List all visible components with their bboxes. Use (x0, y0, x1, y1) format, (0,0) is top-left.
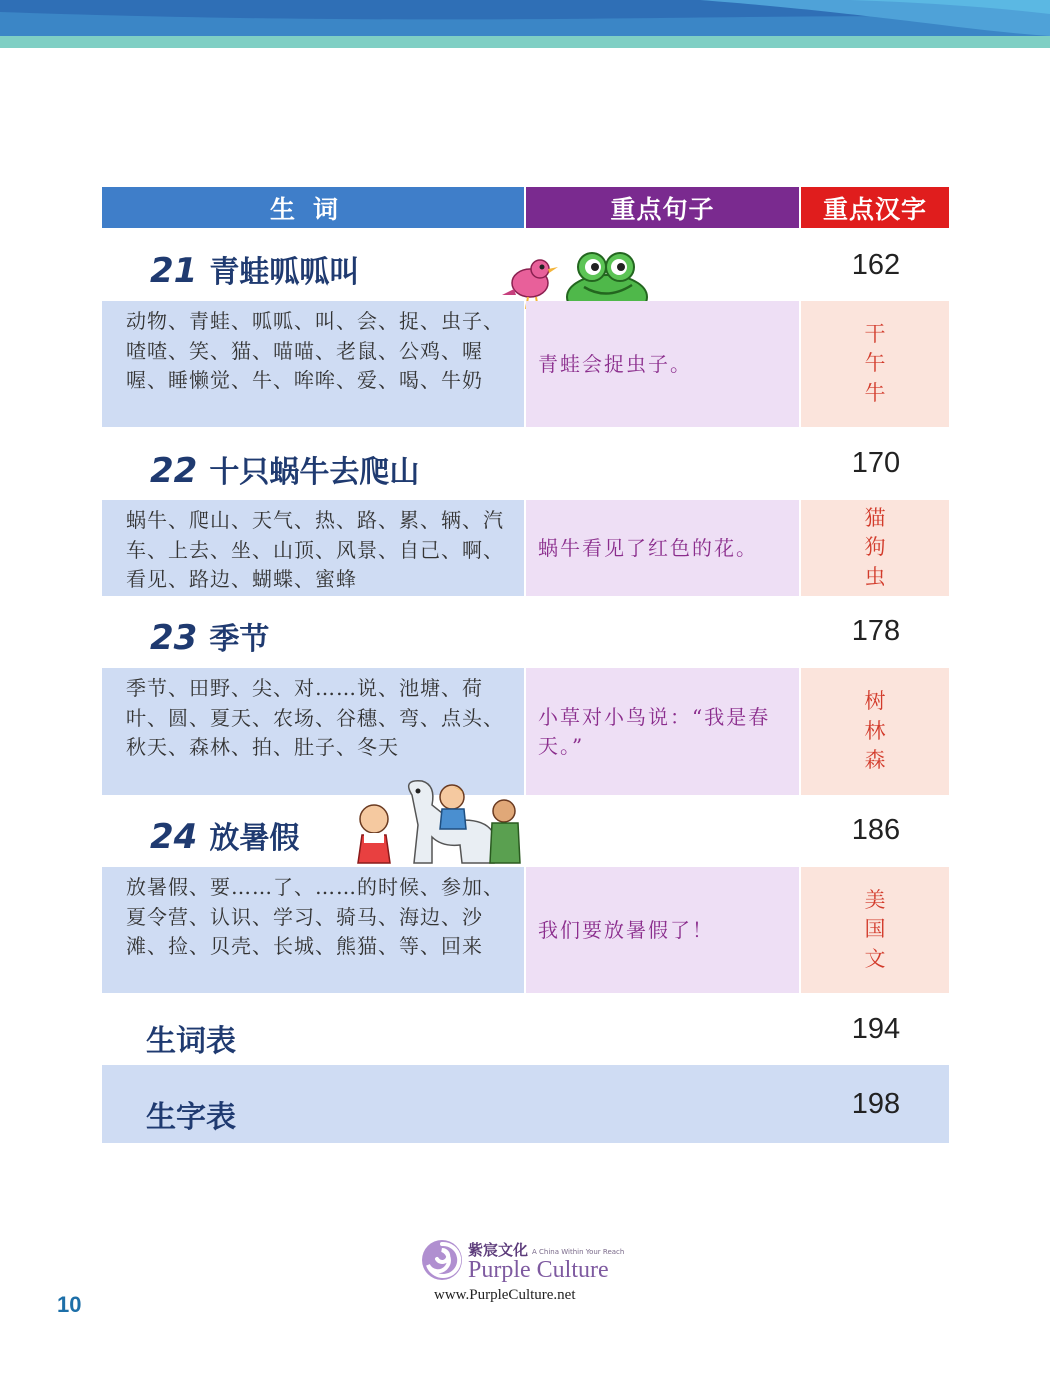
key-character: 狗 (864, 535, 886, 560)
lesson-words: 季节、田野、尖、对……说、池塘、荷叶、圆、夏天、农场、谷穗、弯、点头、秋天、森林、拍、肚子、冬天 (102, 668, 524, 795)
lesson-words: 放暑假、要……了、……的时候、参加、夏令营、认识、学习、骑马、海边、沙滩、捡、贝壳、长城、熊猫、等、回来 (102, 867, 524, 993)
lesson-name: 十只蜗牛去爬山 (209, 455, 420, 490)
appendix-page: 194 (851, 1013, 901, 1045)
lesson-row (102, 867, 949, 993)
key-character: 美 (864, 887, 886, 912)
lesson-page: 178 (851, 615, 901, 647)
lesson-name: 季节 (209, 622, 270, 657)
lesson-sentence: 我们要放暑假了！ (526, 867, 799, 993)
lesson-number: 24 (150, 817, 198, 857)
lesson-title[interactable] (150, 813, 299, 857)
lesson-row (102, 500, 949, 596)
children-horse-illustration (352, 775, 522, 867)
logo-name: Purple Culture (468, 1257, 609, 1283)
lesson-number: 23 (150, 618, 198, 658)
page-number: 10 (57, 1292, 82, 1317)
lesson-page: 170 (851, 447, 901, 479)
lesson-sentence: 小草对小鸟说：“我是春天。” (526, 668, 799, 795)
lesson-number: 22 (150, 451, 198, 491)
lesson-title[interactable] (150, 247, 359, 291)
lesson-page: 162 (851, 249, 901, 281)
lesson-row (102, 301, 949, 427)
top-banner (0, 0, 1050, 48)
lesson-name: 青蛙呱呱叫 (209, 255, 360, 290)
key-character: 牛 (864, 380, 886, 405)
lesson-title[interactable] (150, 447, 419, 491)
key-character: 文 (864, 946, 886, 971)
lesson-sentence: 蜗牛看见了红色的花。 (526, 500, 799, 596)
swirl-logo-icon (420, 1235, 466, 1285)
lesson-number: 21 (150, 251, 198, 291)
logo-tagline: A China Within Your Reach (532, 1248, 625, 1256)
lesson-characters (801, 500, 949, 596)
key-character: 树 (864, 689, 886, 714)
key-character: 国 (864, 917, 886, 942)
header-words: 生词 (102, 187, 524, 228)
lesson-row (102, 668, 949, 795)
logo-url[interactable]: www.PurpleCulture.net (434, 1287, 576, 1303)
key-character: 午 (864, 351, 886, 376)
lesson-characters (801, 867, 949, 993)
publisher-logo (420, 1235, 640, 1305)
key-character: 干 (864, 321, 886, 346)
appendix-page: 198 (851, 1088, 901, 1120)
lesson-page: 186 (851, 814, 901, 846)
header-characters: 重点汉字 (801, 187, 949, 228)
logo-cn: 紫宸文化 (468, 1241, 529, 1259)
key-character: 森 (864, 748, 886, 773)
lesson-words: 动物、青蛙、呱呱、叫、会、捉、虫子、喳喳、笑、猫、喵喵、老鼠、公鸡、喔喔、睡懒觉、牛、哞哞、爱、喝、牛奶 (102, 301, 524, 427)
lesson-characters (801, 668, 949, 795)
appendix-title[interactable]: 生字表 (146, 1100, 236, 1135)
lesson-sentence: 青蛙会捉虫子。 (526, 301, 799, 427)
lesson-characters (801, 301, 949, 427)
key-character: 猫 (864, 505, 886, 530)
lesson-name: 放暑假 (209, 821, 300, 856)
header-sentences: 重点句子 (526, 187, 799, 228)
lesson-title[interactable] (150, 614, 269, 658)
lesson-words: 蜗牛、爬山、天气、热、路、累、辆、汽车、上去、坐、山顶、风景、自己、啊、看见、路边、蝴蝶、蜜蜂 (102, 500, 524, 596)
key-character: 林 (864, 718, 886, 743)
key-character: 虫 (864, 564, 886, 589)
appendix-title[interactable]: 生词表 (146, 1024, 236, 1059)
